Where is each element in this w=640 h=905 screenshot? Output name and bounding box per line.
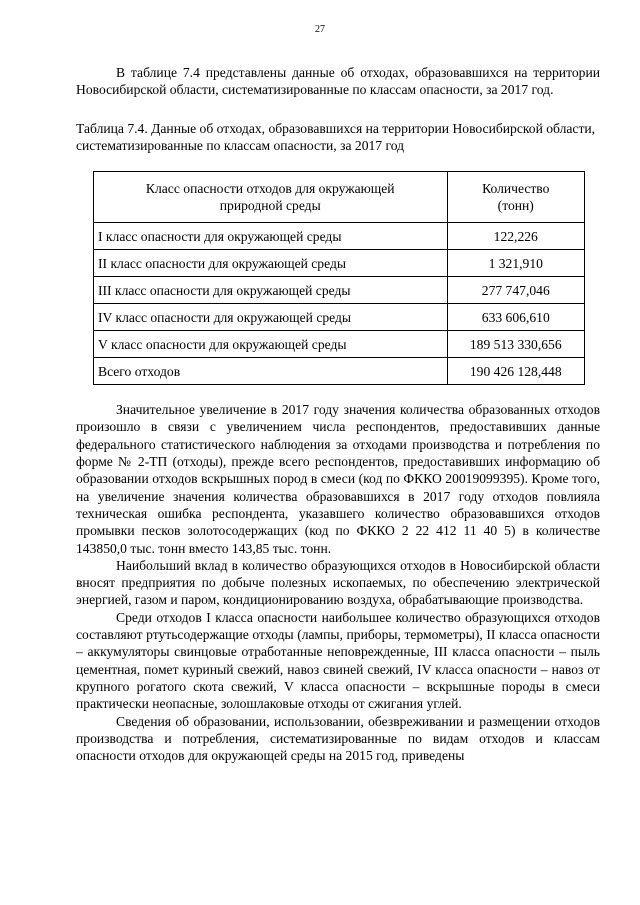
row-value: 277 747,046 [447,277,584,304]
header-quantity: Количество (тонн) [447,172,584,223]
waste-table-wrapper [93,171,585,385]
row-label: II класс опасности для окружающей среды [94,250,448,277]
row-label: Всего отходов [94,358,448,385]
table-caption: Таблица 7.4. Данные об отходах, образовавшихся на территории Новосибирской области, систематизированные по классам опасности, за 2017 год [76,120,596,153]
row-value: 633 606,610 [447,304,584,331]
waste-table [93,171,585,385]
table-row [94,223,585,250]
table-row [94,277,585,304]
row-value: 1 321,910 [447,250,584,277]
table-row [94,331,585,358]
page-content [76,64,600,764]
body-paragraph: Среди отходов I класса опасности наибольшее количество образующихся отходов составляют ртутьсодержащие отходы (лампы, приборы, термометры), II класса опасности – аккумуляторы свинцовые отработанные неповрежденные, III класса опасности – пыль цементная, помет куриный свежий, навоз свиней свежий, IV класса опасности – навоз от крупного рогатого скота свежий, V класса опасности – вскрышные породы в смеси практически неопасные, золошлаковые отходы от сжигания углей. [76,609,600,712]
row-label: I класс опасности для окружающей среды [94,223,448,250]
row-value: 190 426 128,448 [447,358,584,385]
header-hazard-class: Класс опасности отходов для окружающей природной среды [94,172,448,223]
table-header-row [94,172,585,223]
row-label: IV класс опасности для окружающей среды [94,304,448,331]
row-value: 122,226 [447,223,584,250]
table-total-row [94,358,585,385]
intro-paragraph: В таблице 7.4 представлены данные об отходах, образовавшихся на территории Новосибирской области, систематизированные по классам опасности, за 2017 год. [76,65,600,98]
table-row [94,250,585,277]
row-label: V класс опасности для окружающей среды [94,331,448,358]
body-paragraph: Сведения об образовании, использовании, обезвреживании и размещении отходов производства и потребления, систематизированные по видам отходов и классам опасности отходов для окружающей среды на 2015 год, приведены [76,713,600,764]
row-label: III класс опасности для окружающей среды [94,277,448,304]
body-paragraph: Наибольший вклад в количество образующихся отходов в Новосибирской области вносят предприятия по добыче полезных ископаемых, по обеспечению электрической энергией, газом и паром, кондиционированию воздуха, обрабатывающие производства. [76,557,600,608]
row-value: 189 513 330,656 [447,331,584,358]
body-text [76,401,600,764]
table-row [94,304,585,331]
page-number: 27 [315,24,325,35]
body-paragraph: Значительное увеличение в 2017 году значения количества образованных отходов произошло в связи с увеличением числа респондентов, предоставивших данные федерального статистического наблюдения за отходами производства и потребления по форме № 2-ТП (отходы), прежде всего респондентов, предоставивших информацию об образовании отходов вскрышных пород в смеси (код по ФККО 20019099395). Кроме того, на увеличение значения количества образовавшихся в 2017 году отходов повлияла техническая ошибка респондента, указавшего количество образовавшихся отходов промывки песков золотосодержащих (код по ФККО 2 22 412 11 40 5) в количестве 143850,0 тыс. тонн вместо 143,85 тыс. тонн. [76,402,600,556]
